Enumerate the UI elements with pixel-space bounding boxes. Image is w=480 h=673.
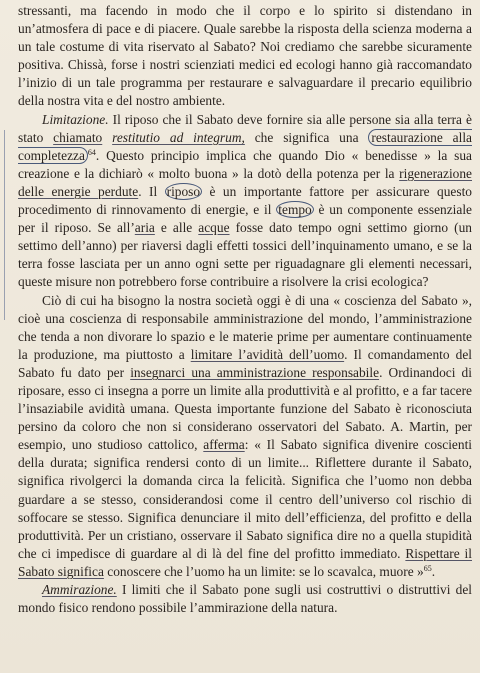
text-segment: è un importante fattore per assicurare questo procedimento di rinnovamento di energie, e il xyxy=(18,183,472,218)
text-segment: Ammirazione. xyxy=(42,582,117,597)
paragraph-coscienza-del-sabato xyxy=(18,292,472,582)
text-segment: afferma xyxy=(203,437,245,453)
text-segment: acque xyxy=(198,220,230,236)
text-segment: che significa una xyxy=(244,129,369,145)
text-segment: limitare l’avidità dell’uomo xyxy=(190,346,345,362)
text-segment: restitutio ad integrum, xyxy=(112,129,245,145)
text-segment xyxy=(102,130,112,145)
text-segment: Ciò di cui ha bisogno la nostra società oggi è di una « coscienza del Sabato », cioè una coscienza di responsabile amministrazione del mondo, l’amministrazione che tenda a non divorare lo spazio e le materie prime per aumentare continuamente la produzione, ma piuttosto a xyxy=(18,292,472,362)
text-segment: stressanti, ma facendo in modo che il corpo e lo spirito si distendano in un’atmosfera di pace e di piacere. Quale sarebbe la risposta della scienza moderna a un tale costume di vita riservato al Sabato? Noi crediamo che sarebbe sicuramente positiva. Chissà, forse i nostri scienziati medici ed ecologi hanno già raccomandato l’inizio di un tale programma per restaurare e salvaguardare il precario equilibrio della nostra vita e del nostro ambiente. xyxy=(18,3,472,109)
text-segment: insegnarci una amministrazione responsabile xyxy=(130,364,380,380)
text-segment: Limitazione. xyxy=(42,111,109,127)
paragraph-ammirazione xyxy=(18,581,472,617)
text-segment: e alle xyxy=(154,220,199,236)
page-body xyxy=(18,2,472,617)
text-segment: . Il comandamento del Sabato fu dato per xyxy=(18,346,472,380)
text-segment: aria xyxy=(134,220,155,236)
text-segment: . xyxy=(431,563,436,579)
text-segment: . Ordinandoci di riposare, esso ci insegna a porre un limite alla produttività e al profitto, e a far tacere l’insaziabile avidità umana. Questa importante funzione del Sabato è riconosciuta persino da coloro che non si considerano osservatori del Sabato. A. Martin, per esempio, uno studioso cattolico, xyxy=(18,364,472,453)
text-segment: rigenerazione delle energie perdute xyxy=(18,165,472,199)
text-segment: Rispettare il Sabato significa xyxy=(18,545,472,579)
paragraph-limitazione xyxy=(18,111,472,292)
text-segment: tempo xyxy=(278,202,312,218)
text-segment: chiamato xyxy=(53,129,103,145)
text-segment: . Il xyxy=(138,183,165,199)
text-segment: : « Il Sabato significa divenire coscienti della durata; significa rendersi conto di un limite... Riflettere durante il Sabato, significa rivolgerci la domanda circa la felicità. Significa che l’uomo non debba guardare a se stesso, considerandosi come il centro dell’universo col rischio di soffocare se stesso. Significa denunciare il mito dell’efficienza, del profitto e della produttività. Per un cristiano, osservare il Sabato significa dire no a quella stupidità che ci impedisce di guardare al di là del fine del profitto immediato. xyxy=(18,437,473,561)
paragraph-continuation xyxy=(18,2,472,111)
text-segment: I limiti che il Sabato pone sugli usi costruttivi o distruttivi del mondo fisico rendono possibile l’ammirazione della natura. xyxy=(18,582,472,616)
text-segment: fosse dato tempo ogni settimo giorno (un settimo dell’anno) per riaversi dagli effetti tossici dell’inquinamento umano, e se la terra fosse lasciata per un anno ogni sette per riguadagnare gli elementi necessari, queste misure non potrebbero forse contribuire a risolvere la crisi ecologica? xyxy=(18,220,472,290)
text-segment: conoscere che l’uomo ha un limite: se lo scavalca, muore » xyxy=(103,563,424,579)
text-segment: restaurazione alla completezza xyxy=(18,129,472,163)
footnote-ref: 65 xyxy=(423,563,432,573)
footnote-ref: 64 xyxy=(87,147,96,157)
text-segment: Il riposo che il Sabato deve fornire sia alle persone sia alla terra è stato xyxy=(18,111,472,145)
margin-pencil-mark xyxy=(4,130,5,320)
text-segment: . Questo principio implica che quando Dio « benedisse » la sua creazione e la dichiarò « molto buona » la dotò della potenza per la xyxy=(18,147,472,181)
text-segment: riposo xyxy=(166,183,201,199)
text-segment: è un componente essenziale per il riposo. Se all’ xyxy=(18,202,472,236)
